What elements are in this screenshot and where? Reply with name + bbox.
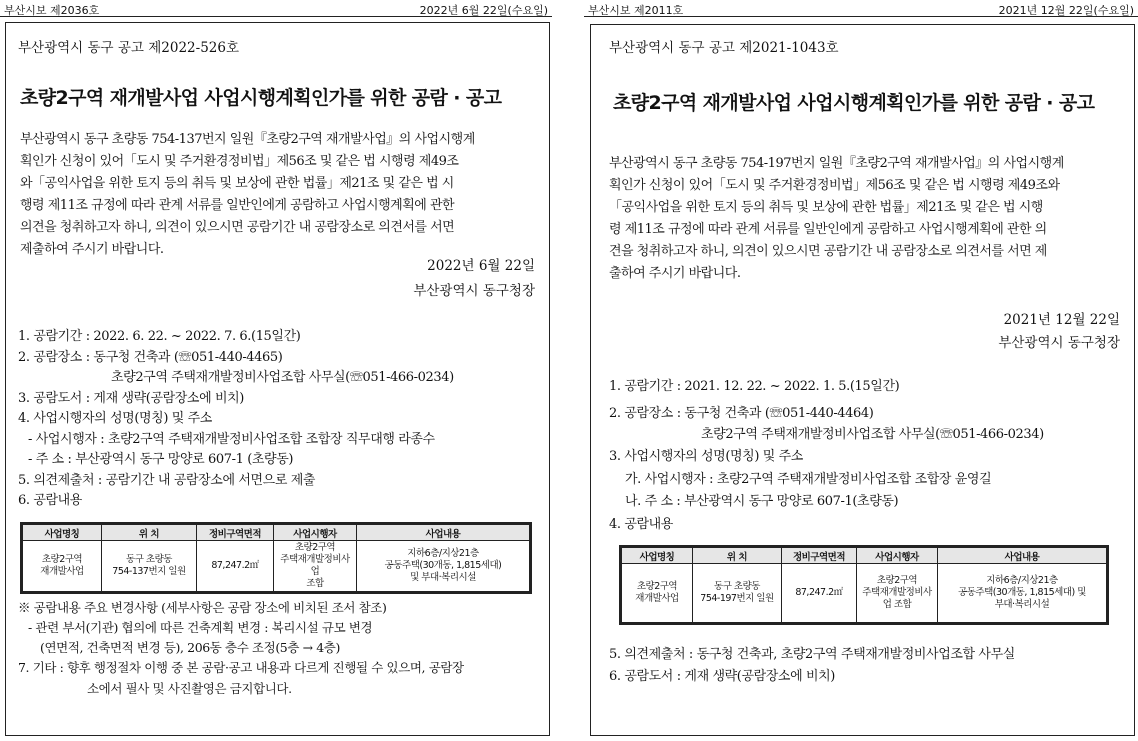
- table-cell: 지하6층/지상21층 공동주택(30개동, 1,815세대) 및 부대·복리시설: [938, 564, 1107, 623]
- table-header-row: [622, 548, 1107, 564]
- table-cell: 초량2구역 재개발사업: [23, 541, 102, 592]
- table-header: 사업내용: [357, 525, 530, 541]
- bulletin-issue: 부산시보 제2036호: [4, 4, 100, 17]
- body-line: 령 제11조 규정에 따라 관계 서류를 일반인에게 공람하고 사업시행계획에 관한 의: [609, 222, 1047, 237]
- item-operator-address: - 주 소 : 부산광역시 동구 망양로 607-1 (초량동): [28, 452, 294, 467]
- table-header: 사업시행자: [274, 525, 357, 541]
- table-header: 사업명칭: [23, 525, 102, 541]
- item-place-2: 초량2구역 주택재개발정비사업조합 사무실(☏051-466-0234): [111, 370, 454, 385]
- item-content: 6. 공람내용: [18, 493, 82, 508]
- item-submission: 5. 의견제출처 : 동구청 건축과, 초량2구역 주택재개발정비사업조합 사무실: [609, 647, 1015, 662]
- table-cell: 지하6층/지상21층 공동주택(30개동, 1,815세대) 및 부대·복리시설: [357, 541, 530, 592]
- table-cell: 초량2구역 재개발사업: [622, 564, 693, 623]
- page-header: [0, 0, 552, 17]
- item-place: 2. 공람장소 : 동구청 건축과 (☏051-440-4465): [18, 350, 283, 365]
- left-page: [0, 0, 552, 741]
- body-line: 견을 청취하고자 하니, 의견이 있으시면 공람기간 내 공람장소로 의견서를 서면 제: [609, 244, 1047, 259]
- change-note: (연면적, 건축면적 변경 등), 206동 층수 조정(5층 → 4층): [40, 640, 340, 655]
- table-cell: 87,247.2㎡: [197, 541, 274, 592]
- header-divider: [0, 16, 552, 17]
- notice-box: [5, 22, 550, 736]
- table-header: 위 치: [693, 548, 782, 564]
- item-period: 1. 공람기간 : 2022. 6. 22. ~ 2022. 7. 6.(15일간): [18, 329, 301, 344]
- item-other-2: 소에서 필사 및 사진촬영은 금지합니다.: [87, 681, 292, 696]
- table-header: 사업시행자: [857, 548, 938, 564]
- item-documents: 3. 공람도서 : 게재 생략(공람장소에 비치): [18, 391, 244, 406]
- body-line: 부산광역시 동구 초량동 754-137번지 일원『초량2구역 재개발사업』의 사업시행계: [20, 132, 475, 147]
- table-header: 사업내용: [938, 548, 1107, 564]
- notice-date: 2021년 12월 22일: [1003, 312, 1120, 328]
- body-line: 의견을 청취하고자 하니, 의견이 있으시면 공람기간 내 공람장소로 의견서를 서면: [20, 220, 455, 235]
- table-cell: 동구 초량동 754-137번지 일원: [102, 541, 197, 592]
- body-line: 와「공익사업을 위한 토지 등의 취득 및 보상에 관한 법률」제21조 및 같은 법 시: [20, 176, 454, 191]
- notice-box: [590, 24, 1135, 736]
- notice-signer: 부산광역시 동구청장: [413, 283, 535, 299]
- notice-number: 부산광역시 동구 공고 제2021-1043호: [609, 40, 839, 56]
- item-content: 4. 공람내용: [609, 517, 673, 532]
- body-line: 「공익사업을 위한 토지 등의 취득 및 보상에 관한 법률」제21조 및 같은 법 시행: [609, 200, 1043, 215]
- item-documents: 6. 공람도서 : 게재 생략(공람장소에 비치): [609, 669, 835, 684]
- table-header-row: [23, 525, 530, 541]
- table-row: [23, 541, 530, 592]
- notice-title: 초량2구역 재개발사업 사업시행계획인가를 위한 공람 · 공고: [613, 92, 1095, 114]
- table-cell: 초량2구역 주택재개발정비사 업 조합: [857, 564, 938, 623]
- notice-signer: 부산광역시 동구청장: [998, 335, 1120, 351]
- table-header: 위 치: [102, 525, 197, 541]
- body-line: 부산광역시 동구 초량동 754-197번지 일원『초량2구역 재개발사업』의 사업시행계: [609, 156, 1064, 171]
- body-line: 획인가 신청이 있어「도시 및 주거환경정비법」제56조 및 같은 법 시행령 제49조와: [609, 178, 1060, 193]
- table-row: [622, 564, 1107, 623]
- notice-title: 초량2구역 재개발사업 사업시행계획인가를 위한 공람 · 공고: [20, 87, 502, 109]
- bulletin-date: 2022년 6월 22일(수요일): [419, 4, 548, 17]
- item-period: 1. 공람기간 : 2021. 12. 22. ~ 2022. 1. 5.(15일간): [609, 379, 900, 394]
- table-cell: 87,247.2㎡: [782, 564, 857, 623]
- table-header: 사업명칭: [622, 548, 693, 564]
- header-divider: [584, 16, 1138, 17]
- table-cell: 동구 초량동 754-197번지 일원: [693, 564, 782, 623]
- item-place-2: 초량2구역 주택재개발정비사업조합 사무실(☏051-466-0234): [701, 427, 1044, 442]
- item-submission: 5. 의견제출처 : 공람기간 내 공람장소에 서면으로 제출: [18, 473, 316, 488]
- table-cell: 초량2구역 주택재개발정비사업 조합: [274, 541, 357, 592]
- change-note: ※ 공람내용 주요 변경사항 (세부사항은 공람 장소에 비치된 조서 참조): [18, 600, 387, 615]
- page-header: [584, 0, 1138, 17]
- bulletin-issue: 부산시보 제2011호: [588, 4, 684, 17]
- item-other: 7. 기타 : 향후 행정절차 이행 중 본 공람·공고 내용과 다르게 진행될 수 있으며, 공람장: [18, 660, 464, 675]
- body-line: 획인가 신청이 있어「도시 및 주거환경정비법」제56조 및 같은 법 시행령 제49조: [20, 154, 459, 169]
- item-operator-name: 가. 사업시행자 : 초량2구역 주택재개발정비사업조합 조합장 윤영길: [625, 472, 992, 487]
- change-note: - 관련 부서(기관) 협의에 따른 건축계획 변경 : 복리시설 규모 변경: [28, 620, 373, 635]
- item-place: 2. 공람장소 : 동구청 건축과 (☏051-440-4464): [609, 406, 874, 421]
- item-operator: 3. 사업시행자의 성명(명칭) 및 주소: [609, 449, 803, 464]
- notice-date: 2022년 6월 22일: [427, 258, 535, 274]
- table-header: 정비구역면적: [782, 548, 857, 564]
- body-line: 출하여 주시기 바랍니다.: [609, 266, 741, 281]
- item-operator-name: - 사업시행자 : 초량2구역 주택재개발정비사업조합 조합장 직무대행 라종수: [28, 432, 435, 447]
- notice-number: 부산광역시 동구 공고 제2022-526호: [18, 40, 240, 56]
- body-line: 제출하여 주시기 바랍니다.: [20, 242, 164, 257]
- item-operator-address: 나. 주 소 : 부산광역시 동구 망양로 607-1(초량동): [625, 494, 899, 509]
- right-page: [584, 0, 1138, 741]
- project-table: [22, 524, 530, 592]
- project-table: [621, 547, 1107, 623]
- body-line: 행령 제11조 규정에 따라 관계 서류를 일반인에게 공람하고 사업시행계획에 관한: [20, 198, 455, 213]
- item-operator: 4. 사업시행자의 성명(명칭) 및 주소: [18, 411, 212, 426]
- bulletin-date: 2021년 12월 22일(수요일): [998, 4, 1134, 17]
- table-header: 정비구역면적: [197, 525, 274, 541]
